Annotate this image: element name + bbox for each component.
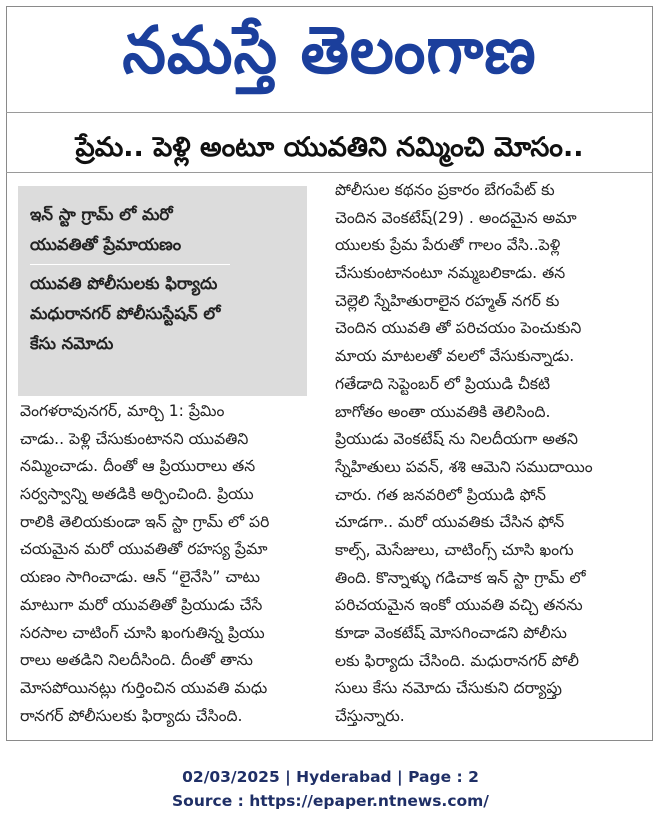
- footer-date-line: 02/03/2025 | Hyderabad | Page : 2: [182, 768, 479, 786]
- article-line: మాయ మాటలతో వలలో వేసుకున్నాడు.: [335, 347, 575, 366]
- highlight-line: కేసు నమోదు: [30, 334, 114, 353]
- article-line: సులు కేసు నమోదు చేసుకుని దర్యాప్తు: [335, 679, 562, 698]
- article-line: స్నేహితులు పవన్, శశి ఆమెని సముదాయిం: [335, 457, 593, 476]
- article-line: పరిచయమైన ఇంకో యువతి వచ్చి తనను: [335, 596, 583, 615]
- article-line: రాలు అతడిని నిలదీసింది. దీంతో తాను: [20, 651, 253, 670]
- article-line: రానగర్ పోలీసులకు ఫిర్యాదు చేసింది.: [20, 706, 243, 725]
- highlight-box: [18, 186, 307, 396]
- article-line: కూడా వెంకటేష్ మోసగించాడని పోలీసు: [335, 624, 567, 642]
- masthead-title: నమస్తే తెలంగాణ: [122, 11, 537, 89]
- article-line: తింది. కొన్నాళ్ళు గడిచాక ఇన్ స్టా గ్రామ్ లో: [335, 568, 586, 587]
- headline: ప్రేమ.. పెళ్లి అంటూ యువతిని నమ్మించి మోసం..: [75, 132, 584, 163]
- highlight-line: యువతి పోలీసులకు ఫిర్యాదు: [30, 274, 218, 293]
- article-column-right: [335, 177, 629, 731]
- article-line: చెందిన వెంకటేష్(29) . అందమైన అమా: [335, 208, 577, 227]
- article-line: ప్రియుడు వెంకటేష్ ను నిలదీయగా అతని: [335, 430, 578, 449]
- article-line: కాల్స్, మెసేజులు, చాటింగ్స్ చూసి ఖంగు: [335, 540, 574, 559]
- divider-top: [6, 112, 653, 113]
- article-line: చూడగా.. మరో యువతికు చేసిన ఫోన్: [335, 513, 565, 532]
- article-line: యులకు ప్రేమ పేరుతో గాలం వేసి..పెళ్లి: [335, 236, 561, 255]
- article-line: గతేడాది సెప్టెంబర్ లో ప్రియుడి చీకటి: [335, 374, 551, 393]
- article-line: లకు ఫిర్యాదు చేసింది. మధురానగర్ పోలీ: [335, 651, 579, 670]
- article-line: చెల్లెలి స్నేహితురాలైన రహ్మత్ నగర్ కు: [335, 291, 560, 310]
- article-line: చారు. గత జనవరిలో ప్రియుడి ఫోన్: [335, 485, 546, 504]
- article-line: నమ్మించాడు. దీంతో ఆ ప్రియురాలు తన: [20, 457, 256, 476]
- footer-source-line: Source : https://epaper.ntnews.com/: [172, 792, 489, 810]
- highlight-line: ఇన్ స్టా గ్రామ్ లో మరో: [30, 205, 173, 224]
- article-line: చాడు.. పెళ్లి చేసుకుంటానని యువతిని: [20, 429, 249, 448]
- article-column-left: [20, 398, 308, 730]
- article-line: బాగోతం అంతా యువతికి తెలిసింది.: [335, 402, 551, 421]
- highlight-line: యువతితో ప్రేమాయణం: [30, 235, 182, 254]
- article-line: చేసుకుంటానంటూ నమ్మబలికాడు. తన: [335, 264, 566, 283]
- article-line: సర్వస్వాన్ని అతడికి అర్పించింది. ప్రియు: [20, 485, 254, 504]
- article-line: పోలీసుల కథనం ప్రకారం బేగంపేట్ కు: [335, 181, 555, 199]
- article-line: చెందిన యువతి తో పరిచయం పెంచుకుని: [335, 319, 582, 338]
- article-line: రాలికి తెలియకుండా ఇన్ స్టా గ్రామ్ లో పరి: [20, 512, 270, 531]
- highlight-line: మధురానగర్ పోలీసుస్టేషన్ లో: [30, 304, 221, 323]
- article-line: యణం సాగించాడు. ఆన్ “లైనేసి” చాటు: [20, 568, 260, 587]
- divider-headline: [6, 172, 653, 173]
- article-line: మాటుగా మరో యువతితో ప్రియుడు చేసే: [20, 595, 263, 614]
- article-line: చయమైన మరో యువతితో రహస్య ప్రేమా: [20, 540, 268, 559]
- article-line: చేస్తున్నారు.: [335, 707, 405, 726]
- article-line: మోసపోయినట్లు గుర్తించిన యువతి మధు: [20, 678, 268, 697]
- highlight-separator: [30, 264, 230, 265]
- article-line: వెంగళరావునగర్, మార్చి 1: ప్రేమిం: [20, 402, 225, 420]
- masthead: [6, 6, 653, 110]
- article-line: సరసాల చాటింగ్ చూసి ఖంగుతిన్న ప్రియు: [20, 623, 265, 642]
